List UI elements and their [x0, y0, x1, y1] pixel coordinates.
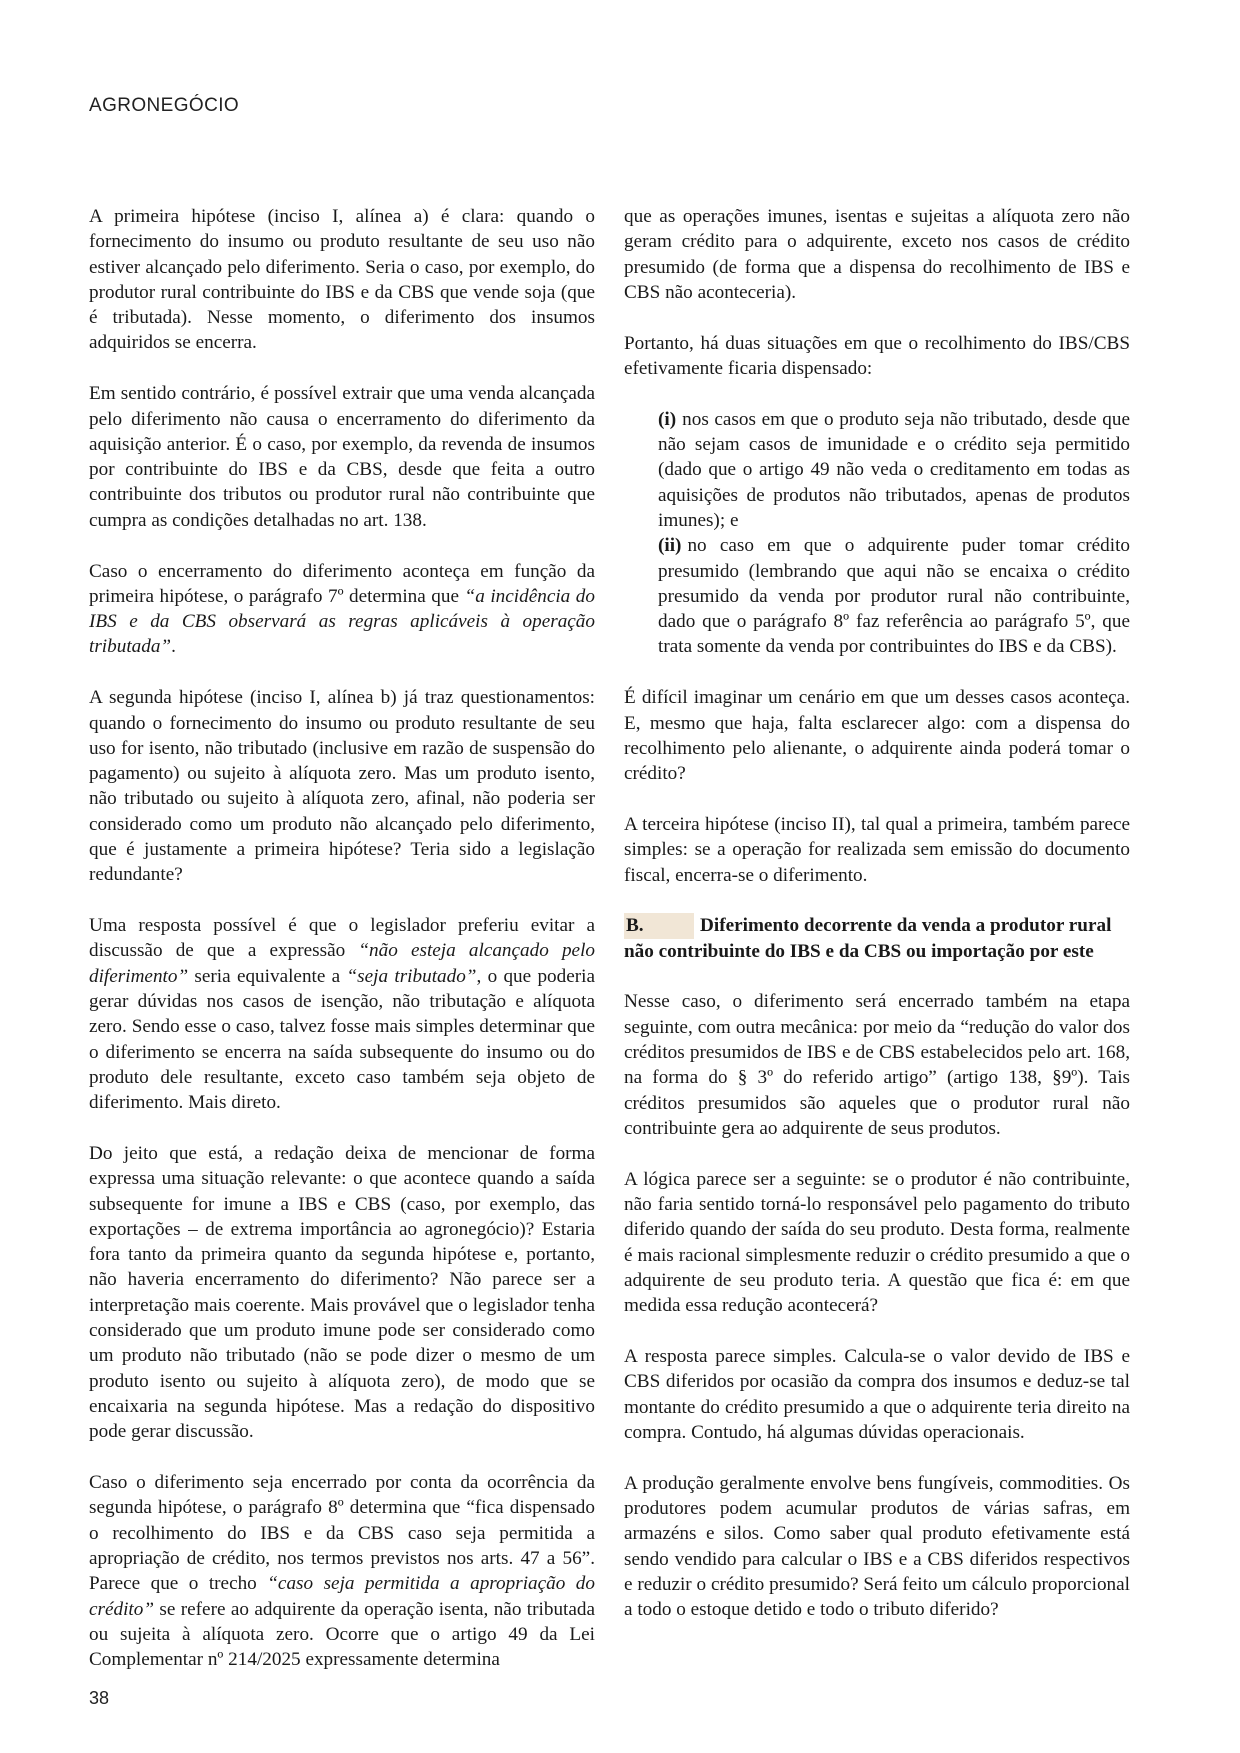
list-item-text: no caso em que o adquirente puder tomar crédito presumido (lembrando que aqui não se encaixa o crédito presumido da venda por produtor rural não contribuinte, dado que o parágrafo 8º faz referência ao parágrafo 5º, que trata somente da venda por contribuintes do IBS e da CBS). [658, 535, 1130, 658]
list-marker: (ii) [658, 535, 682, 557]
quote: “não esteja alcançado pelo diferimento” [89, 940, 595, 987]
section-heading-marker: B. [624, 913, 694, 938]
right-column [624, 204, 1130, 1622]
paragraph: A terceira hipótese (inciso II), tal qual a primeira, também parece simples: se a operação for realizada sem emissão do documento fiscal, encerra-se o diferimento. [624, 813, 1130, 886]
paragraph [89, 1470, 595, 1672]
text-run: Caso o encerramento do diferimento aconteça em função da primeira hipótese, o parágrafo 7º determina que [89, 560, 595, 607]
list-item [658, 407, 1130, 533]
hypothesis-list [658, 407, 1130, 660]
section-heading [624, 913, 1130, 964]
paragraph: que as operações imunes, isentas e sujeitas a alíquota zero não geram crédito para o adquirente, exceto nos casos de crédito presumido (de forma que a dispensa do recolhimento de IBS e CBS não aconteceria). [624, 206, 1130, 303]
page-number: 38 [89, 1688, 110, 1708]
paragraph [89, 913, 595, 1115]
paragraph: Do jeito que está, a redação deixa de mencionar de forma expressa uma situação relevante: o que acontece quando a saída subsequente for imune a IBS e CBS (caso, por exemplo, das exportações – de extrema importância ao agronegócio)? Estaria fora tanto da primeira quanto da segunda hipótese e, portanto, não haveria encerramento do diferimento? Não parece ser a interpretação mais coerente. Mais provável que o legislador tenha considerado que um produto imune pode ser considerado como um produto não tributado (não se pode dizer o mesmo de um produto isento ou sujeito à alíquota zero), de modo que se encaixaria na segunda hipótese. Mas a redação do dispositivo pode gerar discussão. [89, 1143, 595, 1443]
section-heading-text: Diferimento decorrente da venda a produtor rural não contribuinte do IBS e da CBS ou importação por este [624, 915, 1112, 962]
list-item [658, 533, 1130, 659]
paragraph [89, 559, 595, 660]
paragraph: É difícil imaginar um cenário em que um desses casos aconteça. E, mesmo que haja, falta esclarecer algo: com a dispensa do recolhimento pelo alienante, o adquirente ainda poderá tomar o crédito? [624, 687, 1130, 785]
paragraph: A produção geralmente envolve bens fungíveis, commodities. Os produtores podem acumular produtos de várias safras, em armazéns e silos. Como saber qual produto efetivamente está sendo vendido para calcular o IBS e a CBS diferidos respectivos e reduzir o crédito presumido? Será feito um cálculo proporcional a todo o estoque detido e todo o tributo diferido? [624, 1472, 1130, 1621]
text-run: , o que poderia gerar dúvidas nos casos de isenção, não tributação e alíquota zero. Sendo esse o caso, talvez fosse mais simples determinar que o diferimento se encerra na saída subsequente do insumo ou do produto dele resultante, exceto caso também seja objeto de diferimento. Mais direto. [89, 965, 595, 1114]
text-run: Caso o diferimento seja encerrado por conta da ocorrência da segunda hipótese, o parágrafo 8º determina que “fica dispensado o recolhimento do IBS e da CBS caso seja permitida a apropriação de crédito, nos termos previstos nos arts. 47 a 56”. Parece que o trecho [89, 1472, 595, 1595]
quote: “a incidência do IBS e da CBS observará as regras aplicáveis à operação tributada” [89, 585, 595, 658]
list-item-text: nos casos em que o produto seja não tributado, desde que não sejam casos de imunidade e o crédito seja permitido (dado que o artigo 49 não veda o creditamento em todas as aquisições de produtos não tributados, apenas de produtos imunes); e [658, 408, 1130, 531]
paragraph: A resposta parece simples. Calcula-se o valor devido de IBS e CBS diferidos por ocasião da compra dos insumos e deduz-se tal montante do crédito presumido a que o adquirente teria direito na compra. Contudo, há algumas dúvidas operacionais. [624, 1345, 1130, 1443]
left-column [89, 204, 595, 1672]
paragraph: A segunda hipótese (inciso I, alínea b) já traz questionamentos: quando o fornecimento do insumo ou produto resultante de seu uso for isento, não tributado (inclusive em razão de suspensão do pagamento) ou sujeito à alíquota zero. Mas um produto isento, não tributado ou sujeito à alíquota zero, afinal, não poderia ser considerado como um produto não alcançado pelo diferimento, que é justamente a primeira hipótese? Teria sido a legislação redundante? [89, 687, 595, 886]
text-run: se refere ao adquirente da operação isenta, não tributada ou sujeita à alíquota zero. Ocorre que o artigo 49 da Lei Complementar nº 214/2025 expressamente determina [89, 1598, 595, 1671]
paragraph: A primeira hipótese (inciso I, alínea a) é clara: quando o fornecimento do insumo ou produto resultante de seu uso não estiver alcançado pelo diferimento. Seria o caso, por exemplo, do produtor rural contribuinte do IBS e da CBS que vende soja (que é tributada). Nesse momento, o diferimento dos insumos adquiridos se encerra. [89, 206, 595, 354]
text-run: seria equivalente a [188, 965, 347, 987]
text-run: . [171, 636, 176, 658]
section-header: AGRONEGÓCIO [89, 95, 240, 116]
quote: “seja tributado” [346, 965, 477, 987]
paragraph: Em sentido contrário, é possível extrair que uma venda alcançada pelo diferimento não causa o encerramento do diferimento da aquisição anterior. É o caso, por exemplo, da revenda de insumos por contribuinte do IBS e da CBS, desde que feita a outro contribuinte dos tributos ou produtor rural não contribuinte que cumpra as condições detalhadas no art. 138. [89, 383, 595, 531]
quote: “caso seja permitida a apropriação do crédito” [89, 1573, 595, 1620]
paragraph: Portanto, há duas situações em que o recolhimento do IBS/CBS efetivamente ficaria dispensado: [624, 332, 1130, 379]
paragraph: A lógica parece ser a seguinte: se o produtor é não contribuinte, não faria sentido torná-lo responsável pelo pagamento do tributo diferido quando der saída do seu produto. Desta forma, realmente é mais racional simplesmente reduzir o crédito presumido a que o adquirente de seu produto teria. A questão que fica é: em que medida essa redução acontecerá? [624, 1168, 1130, 1317]
text-run: Uma resposta possível é que o legislador preferiu evitar a discussão de que a expressão [89, 915, 595, 962]
paragraph: Nesse caso, o diferimento será encerrado também na etapa seguinte, com outra mecânica: por meio da “redução do valor dos créditos presumidos de IBS e de CBS estabelecidos pelo art. 168, na forma do § 3º do referido artigo” (artigo 138, §9º). Tais créditos presumidos são aqueles que o produtor rural não contribuinte gera ao adquirente de seus produtos. [624, 991, 1130, 1139]
list-marker: (i) [658, 408, 677, 430]
